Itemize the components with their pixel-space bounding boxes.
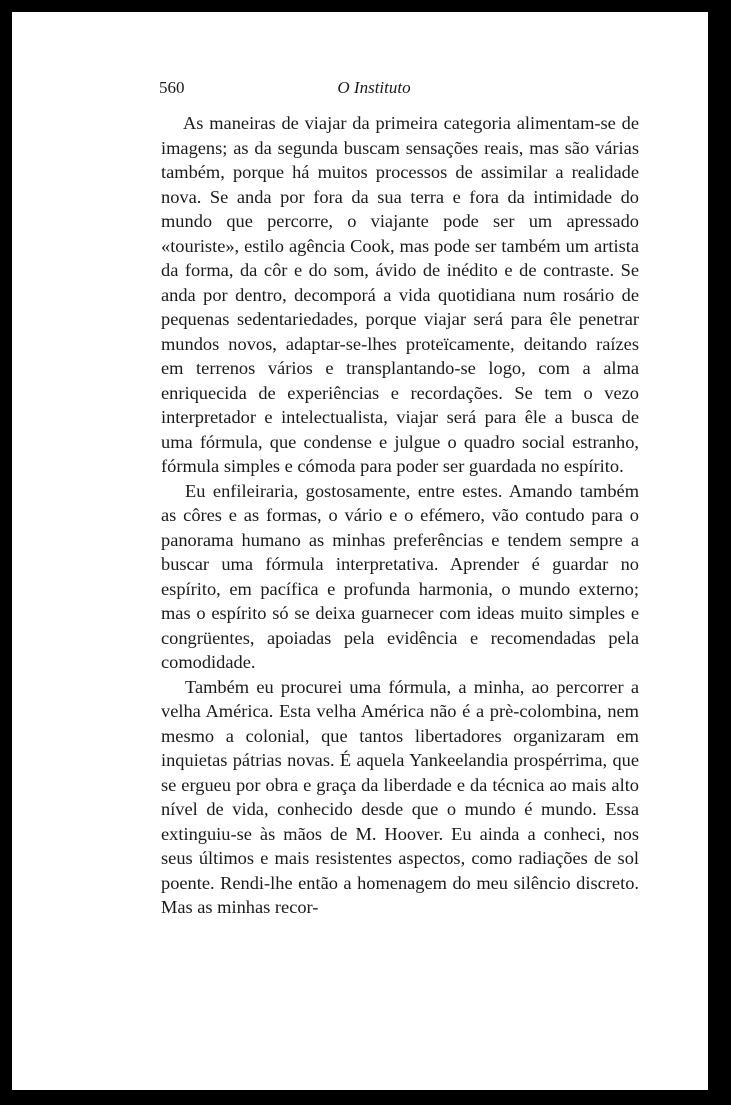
running-head <box>159 78 589 102</box>
paragraph-2: Eu enfileiraria, gostosamente, entre estes. Amando também as côres e as formas, o vário e o efémero, vão contudo para o panorama humano as minhas preferências e tendem sempre a buscar uma fórmula interpretativa. Aprender é guardar no espírito, em pacífica e profunda harmonia, o mundo externo; mas o espírito só se deixa guarnecer com ideas muito simples e congrüentes, apoiadas pela evidência e recomendadas pela comodidade. <box>161 480 639 672</box>
journal-title: O Instituto <box>337 78 411 97</box>
paragraph-3: Também eu procurei uma fórmula, a minha, ao percorrer a velha América. Esta velha América não é a prè-colombina, nem mesmo a colonial, que tantos libertadores organizaram em inquietas pátrias novas. É aquela Yankeelandia prospérrima, que se ergueu por obra e graça da liberdade e da técnica ao mais alto nível de vida, conhecido desde que o mundo é mundo. Essa extinguiu-se às mãos de M. Hoover. Eu ainda a conheci, nos seus últimos e mais resistentes aspectos, como radiações de sol poente. Rendi-lhe então a homenagem do meu silêncio discreto. Mas as minhas recor- <box>161 676 639 917</box>
book-page <box>12 12 708 1090</box>
body-text <box>161 111 639 920</box>
page-number: 560 <box>159 78 185 97</box>
paragraph-1: As maneiras de viajar da primeira categoria alimentam-se de imagens; as da segunda buscam sensações reais, mas são várias também, porque há muitos processos de assimilar a realidade nova. Se anda por fora da sua terra e fora da intimidade do mundo que percorre, o viajante pode ser um apressado «touriste», estilo agência Cook, mas pode ser também um artista da forma, da côr e do som, ávido de inédito e de contraste. Se anda por dentro, decomporá a vida quotidiana num rosário de pequenas sedentariedades, porque viajar será para êle penetrar mundos novos, adaptar-se-lhes proteïcamente, deitando raízes em terrenos vários e transplantando-se logo, com a alma enriquecida de experiências e recordações. Se tem o vezo interpretador e intelectualista, viajar será para êle a busca de uma fórmula, que condense e julgue o quadro social estranho, fórmula simples e cómoda para poder ser guardada no espírito. <box>161 113 639 476</box>
